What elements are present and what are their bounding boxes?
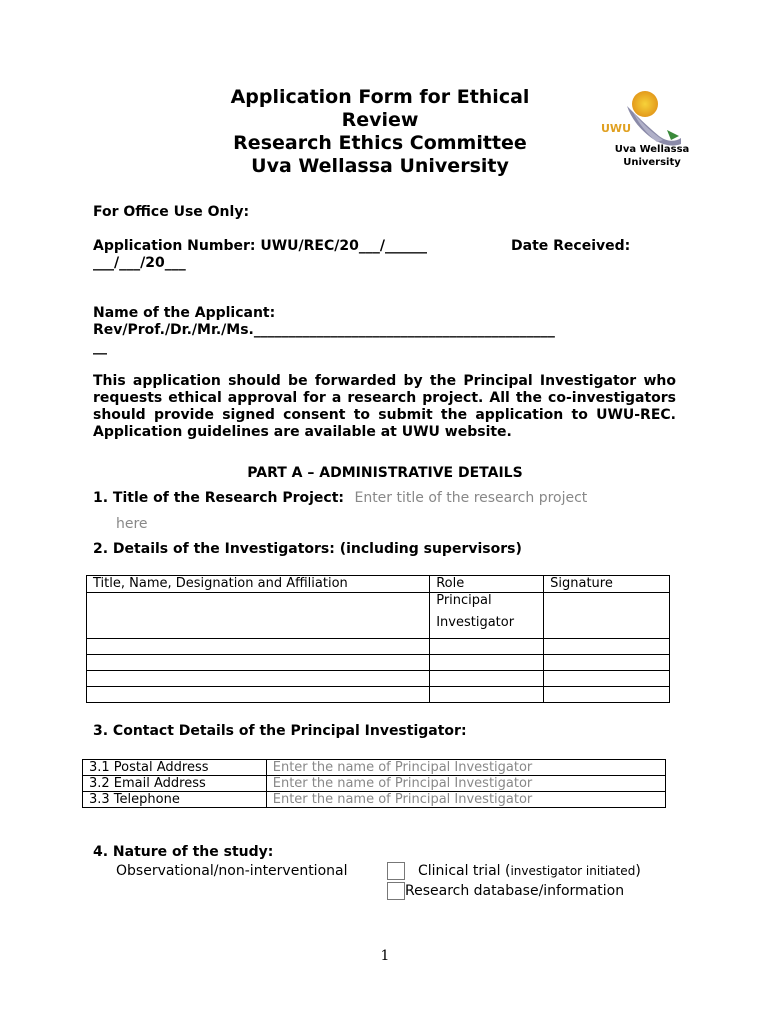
investigator-name-cell[interactable]: [87, 671, 430, 687]
logo-uwu-text: UWU: [601, 122, 631, 135]
part-a-heading: PART A – ADMINISTRATIVE DETAILS: [247, 465, 523, 481]
table-row: [83, 760, 666, 776]
q1-title-input[interactable]: Enter title of the research project: [354, 490, 588, 506]
title-line-2: Review: [341, 109, 419, 131]
q4-label: 4. Nature of the study:: [93, 844, 274, 860]
col-header-role: Role: [430, 576, 544, 593]
clinical-trial-checkbox[interactable]: [387, 862, 405, 880]
investigator-name-cell[interactable]: [87, 593, 430, 639]
role-line-1: Principal: [436, 593, 492, 608]
applicant-name-label: Name of the Applicant:: [93, 305, 276, 321]
postal-address-input[interactable]: Enter the name of Principal Investigator: [266, 760, 665, 776]
q2-label: 2. Details of the Investigators: (including supervisors): [93, 541, 522, 557]
investigator-name-cell[interactable]: [87, 655, 430, 671]
option-clinical-trial-note: investigator initiated: [510, 864, 636, 878]
investigators-table: [86, 575, 670, 703]
col-header-signature: Signature: [544, 576, 670, 593]
investigator-role-cell[interactable]: [430, 671, 544, 687]
telephone-label: 3.3 Telephone: [83, 792, 267, 808]
table-row: [83, 776, 666, 792]
option-research-database-label: Research database/information: [405, 883, 625, 899]
investigator-signature-cell[interactable]: [544, 639, 670, 655]
option-clinical-trial-label: Clinical trial (: [418, 863, 511, 879]
date-received-field[interactable]: ___/___/20___: [93, 255, 186, 271]
title-line-1: Application Form for Ethical: [230, 86, 530, 108]
research-database-checkbox[interactable]: [387, 882, 405, 900]
role-line-2: Investigator: [436, 615, 515, 630]
investigator-name-cell[interactable]: [87, 639, 430, 655]
postal-address-label: 3.1 Postal Address: [83, 760, 267, 776]
table-row: [87, 655, 670, 671]
col-header-name: Title, Name, Designation and Affiliation: [87, 576, 430, 593]
q1-label: 1. Title of the Research Project:: [93, 490, 345, 506]
investigator-role-cell: [430, 593, 544, 639]
applicant-name-overflow: __: [93, 339, 107, 355]
investigator-role-cell[interactable]: [430, 639, 544, 655]
q1-title-of-project: [93, 490, 587, 507]
investigator-role-cell[interactable]: [430, 655, 544, 671]
option-clinical-trial: [418, 863, 641, 880]
email-address-input[interactable]: Enter the name of Principal Investigator: [266, 776, 665, 792]
table-row: [83, 792, 666, 808]
logo-name-line2: University: [623, 157, 681, 168]
option-observational-label: Observational/non-interventional: [116, 863, 348, 879]
telephone-input[interactable]: Enter the name of Principal Investigator: [266, 792, 665, 808]
option-clinical-trial-close: ): [635, 863, 641, 879]
form-title: [190, 86, 570, 178]
title-line-4: Uva Wellassa University: [251, 155, 509, 177]
investigator-signature-cell[interactable]: [544, 593, 670, 639]
intro-paragraph: This application should be forwarded by the Principal Investigator who requests ethical approval for a research project. All the co-investigators should provide signed consent to submit the application to UWU-REC. Application guidelines are available at UWU website.: [93, 373, 676, 440]
application-number-field[interactable]: Application Number: UWU/REC/20___/______: [93, 238, 427, 254]
investigator-signature-cell[interactable]: [544, 655, 670, 671]
table-row: [87, 639, 670, 655]
university-logo: [597, 86, 690, 176]
office-use-heading: For Office Use Only:: [93, 204, 250, 220]
title-line-3: Research Ethics Committee: [233, 132, 527, 154]
table-row: [87, 671, 670, 687]
page-number: 1: [380, 948, 390, 964]
logo-name: [607, 143, 697, 169]
investigator-signature-cell[interactable]: [544, 687, 670, 703]
q1-title-input-continued[interactable]: here: [116, 516, 148, 532]
applicant-name-field[interactable]: Rev/Prof./Dr./Mr./Ms.___________________________________________: [93, 322, 555, 338]
investigator-role-cell[interactable]: [430, 687, 544, 703]
investigator-name-cell[interactable]: [87, 687, 430, 703]
investigator-signature-cell[interactable]: [544, 671, 670, 687]
table-row: [87, 687, 670, 703]
logo-name-line1: Uva Wellassa: [614, 144, 690, 155]
date-received-label: Date Received:: [511, 238, 631, 254]
table-row: [87, 593, 670, 639]
table-header-row: [87, 576, 670, 593]
contact-details-table: [82, 759, 666, 808]
q3-label: 3. Contact Details of the Principal Investigator:: [93, 723, 467, 739]
email-address-label: 3.2 Email Address: [83, 776, 267, 792]
